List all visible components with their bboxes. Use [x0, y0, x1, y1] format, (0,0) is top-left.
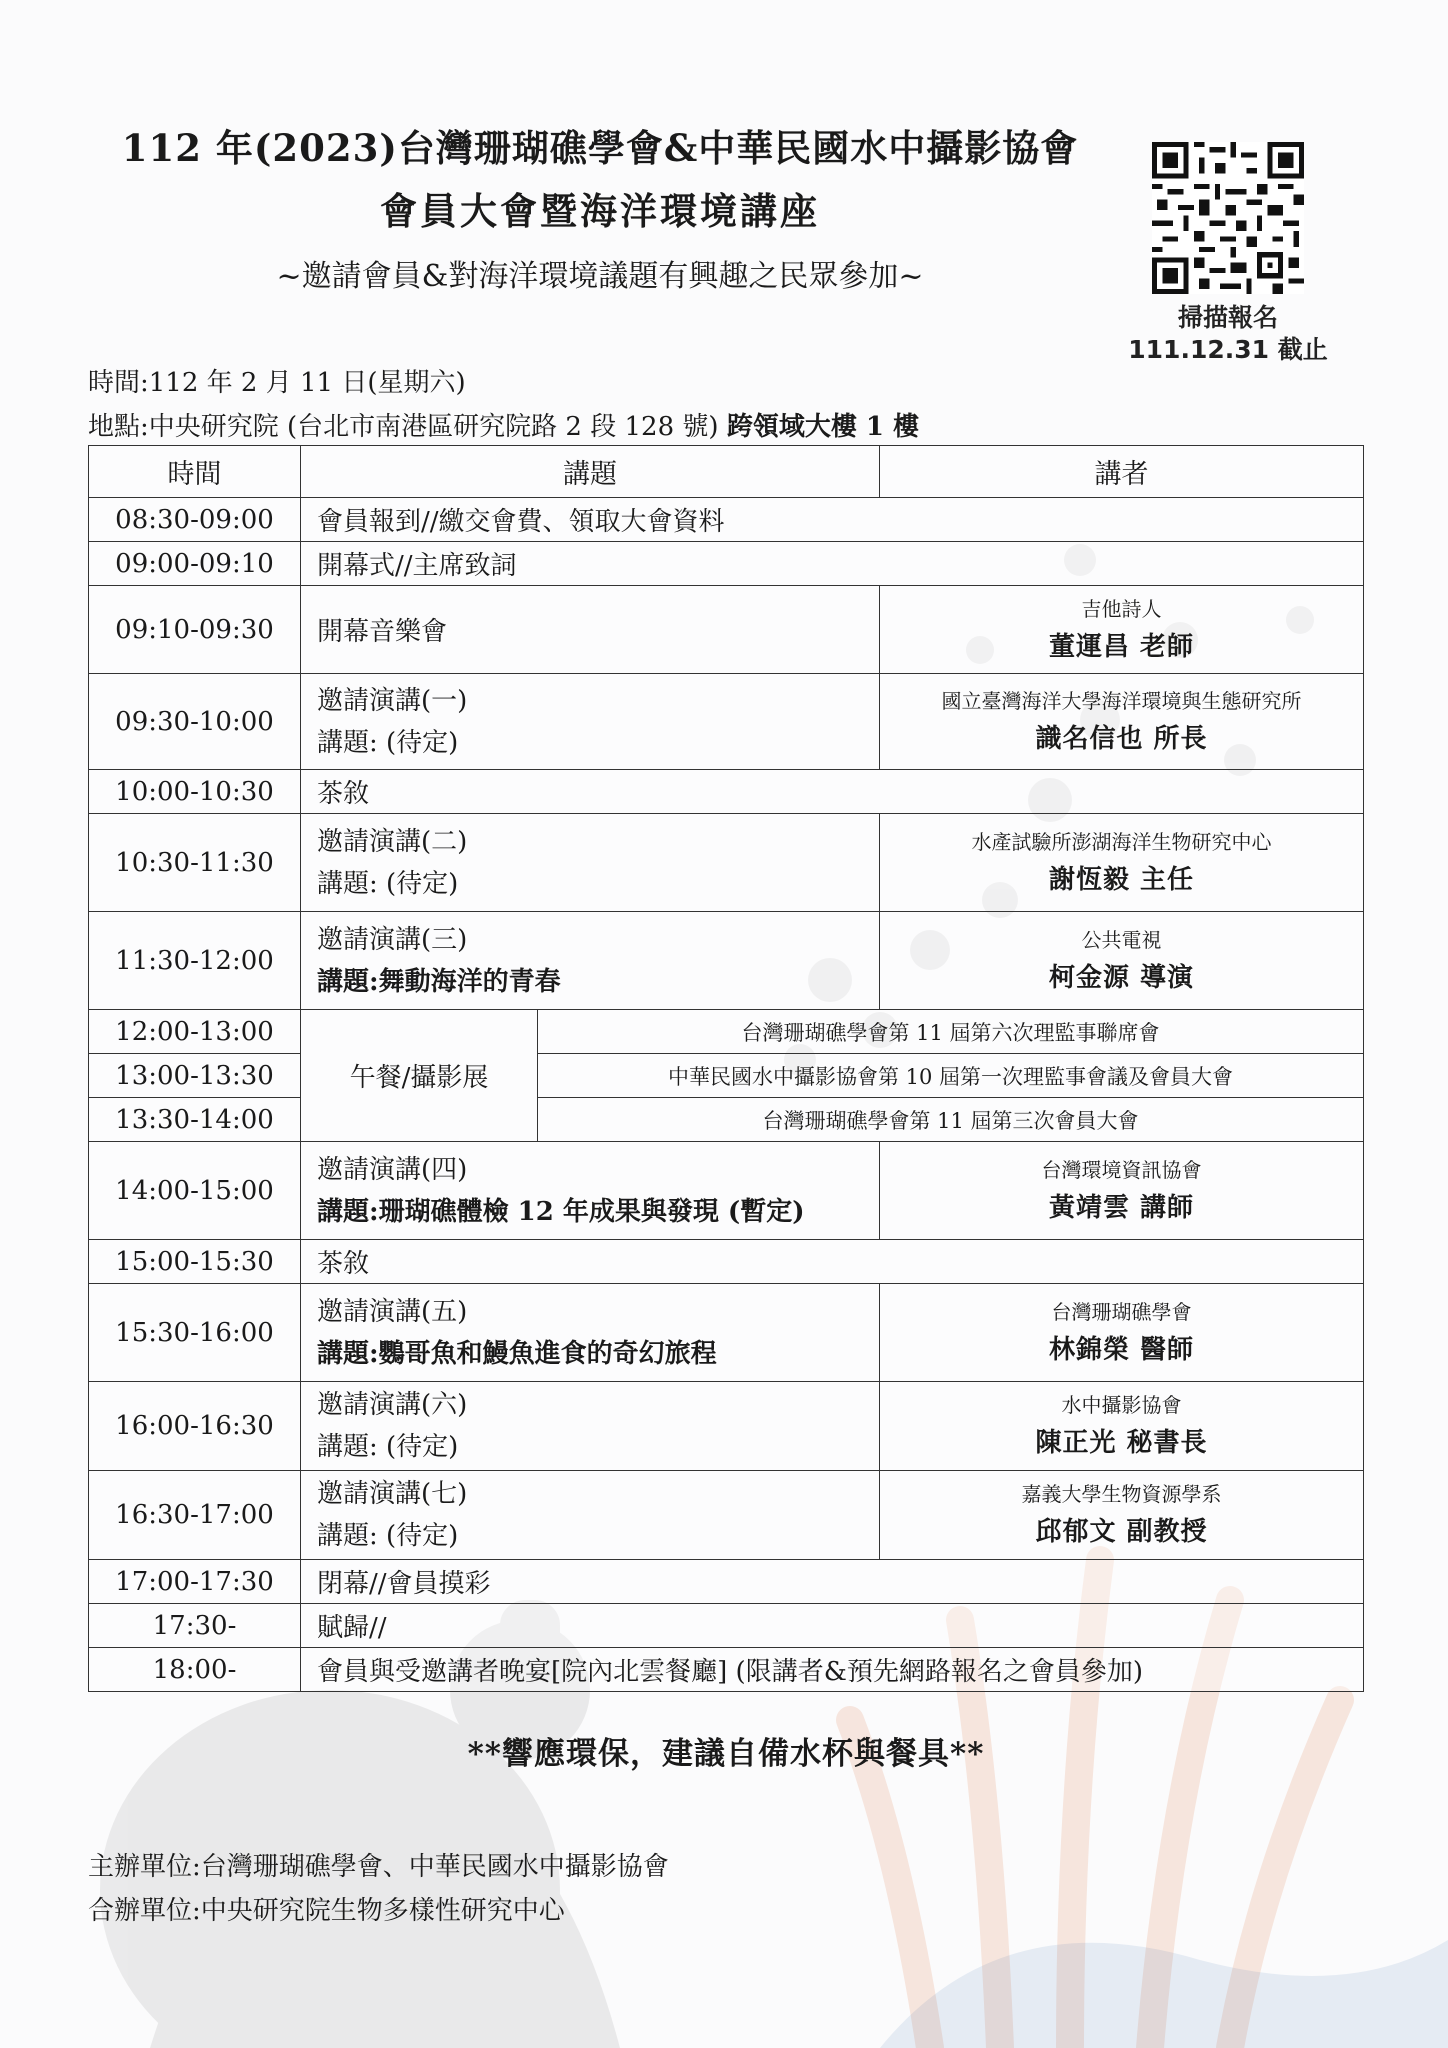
row-time: 12:00-13:00	[89, 1010, 301, 1054]
row-subtopic: 講題: (待定)	[317, 1432, 459, 1462]
row-time: 15:00-15:30	[89, 1240, 301, 1284]
table-row	[89, 1284, 1364, 1382]
row-time: 14:00-15:00	[89, 1142, 301, 1240]
speaker-affiliation: 嘉義大學生物資源學系	[1021, 1482, 1222, 1506]
row-topic-cell	[301, 814, 880, 912]
event-location-building: 跨領域大樓 1 樓	[726, 412, 920, 442]
speaker-affiliation: 水中攝影協會	[1061, 1393, 1182, 1417]
qr-scan-label: 掃描報名	[1177, 303, 1278, 332]
row-speaker-cell	[880, 1142, 1364, 1240]
event-time: 時間:112 年 2 月 11 日(星期六)	[88, 368, 466, 398]
row-topic-cell	[301, 1284, 880, 1382]
row-time: 13:30-14:00	[89, 1098, 301, 1142]
row-subtopic: 講題:珊瑚礁體檢 12 年成果與發現 (暫定)	[317, 1196, 805, 1227]
row-time: 09:30-10:00	[89, 674, 301, 770]
table-row	[89, 1560, 1364, 1604]
row-topic: 賦歸//	[301, 1604, 1364, 1648]
table-row	[89, 1604, 1364, 1648]
row-time: 11:30-12:00	[89, 912, 301, 1010]
table-row	[89, 770, 1364, 814]
row-topic-cell	[301, 1142, 880, 1240]
row-meeting: 台灣珊瑚礁學會第 11 屆第三次會員大會	[538, 1098, 1364, 1142]
speaker-name: 謝恆毅 主任	[1048, 864, 1195, 895]
title-line-1: 112 年(2023)台灣珊瑚礁學會&中華民國水中攝影協會	[121, 126, 1079, 170]
table-row	[89, 1098, 1364, 1142]
row-speaker-cell	[880, 1284, 1364, 1382]
table-row	[89, 1054, 1364, 1098]
row-time: 10:30-11:30	[89, 814, 301, 912]
row-topic: 邀請演講(三)	[317, 924, 468, 955]
table-row	[89, 1240, 1364, 1284]
row-topic-cell	[301, 912, 880, 1010]
speaker-affiliation: 台灣珊瑚礁學會	[1051, 1299, 1192, 1324]
table-row	[89, 1382, 1364, 1471]
row-subtopic: 講題:舞動海洋的青春	[317, 966, 561, 997]
eco-note: **響應環保，建議自備水杯與餐具**	[467, 1736, 985, 1772]
speaker-name: 邱郁文 副教授	[1035, 1517, 1208, 1547]
row-time: 17:00-17:30	[89, 1560, 301, 1604]
registration-qr-code[interactable]	[1152, 142, 1304, 294]
row-speaker-cell	[880, 814, 1364, 912]
row-topic: 邀請演講(七)	[317, 1479, 468, 1509]
speaker-affiliation: 國立臺灣海洋大學海洋環境與生態研究所	[941, 688, 1302, 713]
row-time: 08:30-09:00	[89, 498, 301, 542]
table-header-row	[89, 446, 1364, 498]
row-speaker-cell	[880, 1471, 1364, 1560]
row-topic: 茶敘	[301, 770, 1364, 814]
row-topic: 閉幕//會員摸彩	[301, 1560, 1364, 1604]
lunch-exhibition: 午餐/攝影展	[301, 1010, 538, 1142]
header-time: 時間	[89, 446, 301, 498]
row-meeting: 台灣珊瑚礁學會第 11 屆第六次理監事聯席會	[538, 1010, 1364, 1054]
table-row	[89, 498, 1364, 542]
row-time: 18:00-	[89, 1648, 301, 1692]
host-organizer: 主辦單位:台灣珊瑚礁學會、中華民國水中攝影協會	[88, 1852, 669, 1882]
row-time: 09:00-09:10	[89, 542, 301, 586]
row-subtopic: 講題: (待定)	[317, 727, 459, 758]
speaker-name: 黃靖雲 講師	[1048, 1192, 1195, 1223]
row-topic: 邀請演講(六)	[317, 1390, 468, 1420]
row-meeting: 中華民國水中攝影協會第 10 屆第一次理監事會議及會員大會	[538, 1054, 1364, 1098]
row-topic: 開幕式//主席致詞	[301, 542, 1364, 586]
table-row	[89, 674, 1364, 770]
row-speaker-cell	[880, 674, 1364, 770]
row-topic: 邀請演講(一)	[317, 685, 468, 716]
table-row	[89, 586, 1364, 674]
row-subtopic: 講題: (待定)	[317, 1521, 459, 1551]
table-row	[89, 542, 1364, 586]
row-subtopic: 講題:鸚哥魚和鰻魚進食的奇幻旅程	[317, 1338, 717, 1369]
subtitle: ~邀請會員&對海洋環境議題有興趣之民眾參加~	[276, 259, 924, 294]
row-topic: 開幕音樂會	[301, 586, 880, 674]
row-topic-cell	[301, 1471, 880, 1560]
event-location-text: 地點:中央研究院 (台北市南港區研究院路 2 段 128 號)	[88, 412, 719, 442]
row-time: 16:30-17:00	[89, 1471, 301, 1560]
header-topic: 講題	[301, 446, 880, 498]
row-time: 10:00-10:30	[89, 770, 301, 814]
row-time: 09:10-09:30	[89, 586, 301, 674]
event-location	[88, 406, 919, 443]
header-speaker: 講者	[880, 446, 1364, 498]
speaker-name: 林錦榮 醫師	[1048, 1334, 1195, 1365]
speaker-name: 董運昌 老師	[1048, 631, 1195, 662]
row-topic: 茶敘	[301, 1240, 1364, 1284]
row-topic: 邀請演講(四)	[317, 1154, 468, 1185]
speaker-affiliation: 吉他詩人	[1081, 596, 1162, 621]
registration-deadline: 111.12.31 截止	[1128, 335, 1328, 364]
row-topic: 邀請演講(五)	[317, 1296, 468, 1327]
row-topic: 邀請演講(二)	[317, 826, 468, 857]
title-line-2: 會員大會暨海洋環境講座	[380, 189, 820, 233]
row-topic: 會員與受邀講者晚宴[院內北雲餐廳] (限講者&預先網路報名之會員參加)	[301, 1648, 1364, 1692]
speaker-affiliation: 水產試驗所澎湖海洋生物研究中心	[971, 829, 1272, 854]
row-speaker-cell	[880, 912, 1364, 1010]
table-row	[89, 1471, 1364, 1560]
speaker-name: 陳正光 秘書長	[1035, 1428, 1208, 1458]
speaker-affiliation: 公共電視	[1081, 927, 1162, 952]
row-speaker-cell	[880, 586, 1364, 674]
row-time: 16:00-16:30	[89, 1382, 301, 1471]
row-topic-cell	[301, 674, 880, 770]
schedule-table	[88, 445, 1364, 1692]
row-time: 15:30-16:00	[89, 1284, 301, 1382]
row-topic: 會員報到//繳交會費、領取大會資料	[301, 498, 1364, 542]
row-speaker-cell	[880, 1382, 1364, 1471]
row-time: 17:30-	[89, 1604, 301, 1648]
table-row	[89, 1648, 1364, 1692]
row-topic-cell	[301, 1382, 880, 1471]
row-time: 13:00-13:30	[89, 1054, 301, 1098]
speaker-name: 柯金源 導演	[1048, 962, 1195, 993]
table-row	[89, 912, 1364, 1010]
table-row	[89, 1142, 1364, 1240]
co-host-organizer: 合辦單位:中央研究院生物多樣性研究中心	[88, 1896, 565, 1926]
table-row	[89, 814, 1364, 912]
speaker-name: 識名信也 所長	[1035, 723, 1208, 754]
row-subtopic: 講題: (待定)	[317, 868, 459, 899]
table-row	[89, 1010, 1364, 1054]
speaker-affiliation: 台灣環境資訊協會	[1041, 1157, 1202, 1182]
